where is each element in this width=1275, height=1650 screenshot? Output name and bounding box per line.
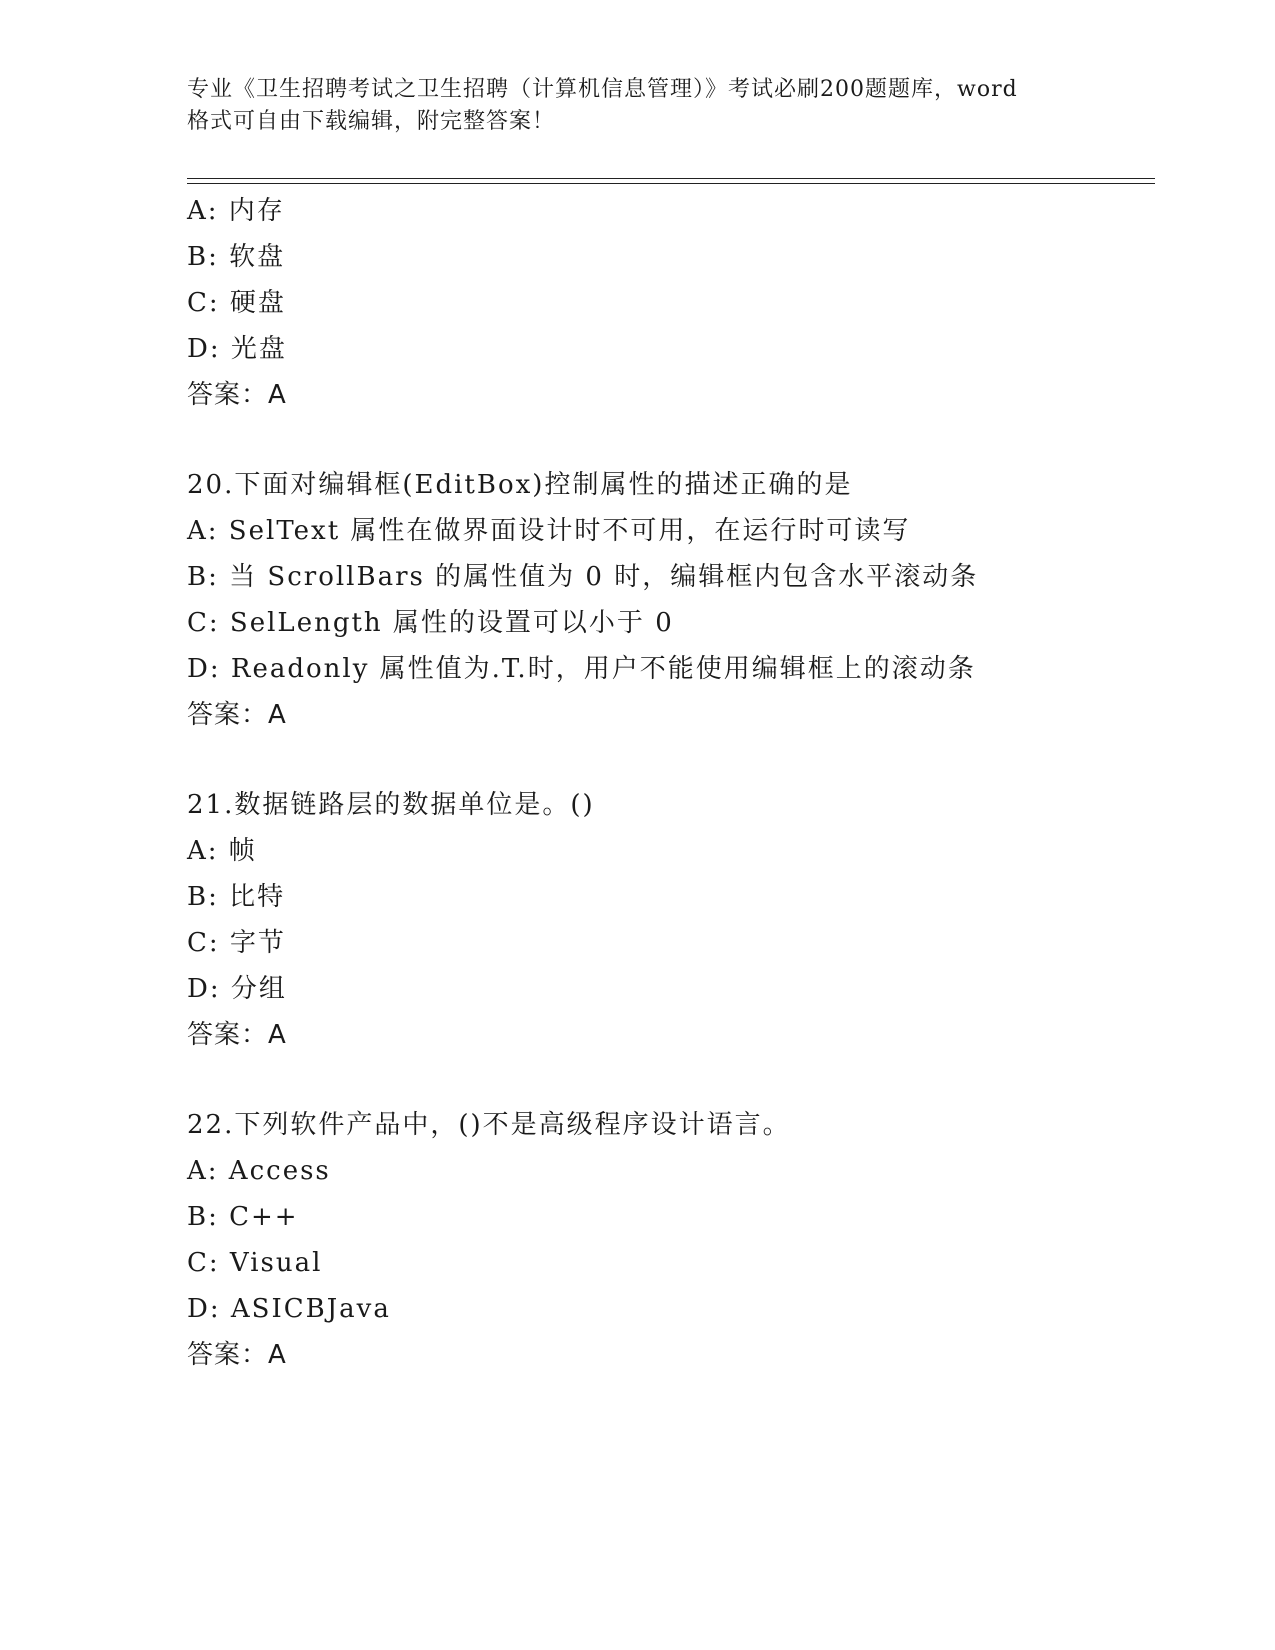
option-a: A: 帧 [187, 836, 257, 866]
option-c: C: SelLength 属性的设置可以小于 0 [187, 608, 674, 638]
question-list [187, 188, 1147, 1378]
question-block-20 [187, 462, 1147, 738]
answer-line: 答案：A [187, 1020, 287, 1050]
option-d: D: 光盘 [187, 334, 287, 364]
option-c: C: 硬盘 [187, 288, 286, 318]
question-block-continued [187, 188, 1147, 418]
answer-line: 答案：A [187, 700, 287, 730]
option-b: B: C++ [187, 1202, 299, 1232]
question-block-22 [187, 1102, 1147, 1378]
option-d: D: ASICBJava [187, 1294, 391, 1324]
header-line-1: 专业《卫生招聘考试之卫生招聘（计算机信息管理）》考试必刷200题题库，word [187, 77, 1018, 102]
option-b: B: 比特 [187, 882, 286, 912]
question-text: 20.下面对编辑框(EditBox)控制属性的描述正确的是 [187, 470, 853, 500]
question-text: 21.数据链路层的数据单位是。() [187, 790, 595, 820]
option-d: D: Readonly 属性值为.T.时，用户不能使用编辑框上的滚动条 [187, 654, 976, 684]
header-divider-top [187, 178, 1155, 179]
header-line-2: 格式可自由下载编辑，附完整答案！ [187, 109, 556, 134]
option-a: A: 内存 [187, 196, 285, 226]
option-c: C: Visual [187, 1248, 323, 1278]
document-header [187, 74, 1087, 138]
option-c: C: 字节 [187, 928, 286, 958]
option-b: B: 当 ScrollBars 的属性值为 0 时，编辑框内包含水平滚动条 [187, 562, 979, 592]
answer-line: 答案：A [187, 380, 287, 410]
question-block-21 [187, 782, 1147, 1058]
header-divider-bottom [187, 183, 1155, 184]
option-a: A: Access [187, 1156, 331, 1186]
question-text: 22.下列软件产品中，()不是高级程序设计语言。 [187, 1110, 791, 1140]
option-b: B: 软盘 [187, 242, 286, 272]
option-d: D: 分组 [187, 974, 287, 1004]
option-a: A: SelText 属性在做界面设计时不可用，在运行时可读写 [187, 516, 911, 546]
answer-line: 答案：A [187, 1340, 287, 1370]
